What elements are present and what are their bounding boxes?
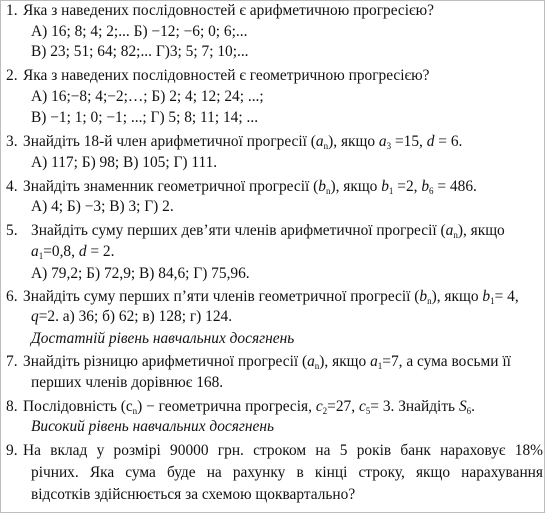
question-3-option-line: А) 117; Б) 98; В) 105; Г) 111. (31, 154, 218, 171)
question-6-options: =2. а) 36; б) 62; в) 128; г) 124. (38, 308, 233, 325)
question-1-option-line: В) 23; 51; 64; 82;... Г)3; 5; 7; 10;... (31, 43, 249, 60)
math-variable: b (421, 178, 430, 195)
question-number: 3. (6, 133, 18, 150)
math-subscript: 6 (466, 406, 472, 416)
math-variable: b (318, 178, 326, 195)
math-subscript: 2 (322, 406, 328, 416)
question-text: Знайдіть знаменник геометричної прогресії ( (23, 178, 319, 195)
math-variable: c (315, 398, 323, 415)
condition-value: = 4, (494, 288, 519, 305)
math-variable: a (307, 353, 315, 370)
math-subscript: n (132, 406, 138, 416)
question-text: ), якщо (319, 353, 371, 370)
question-5-text-line-2 (31, 243, 114, 261)
math-subscript: 1 (377, 361, 383, 371)
math-subscript: 1 (388, 186, 394, 196)
math-variable: b (381, 178, 389, 195)
question-number: 8. (6, 398, 18, 415)
condition-value: =7, а сума восьми її (382, 353, 511, 370)
math-subscript: n (325, 186, 331, 196)
question-5-text (31, 222, 505, 240)
question-9-text-line-3: відсотків здійснюється за схемою щоквартально? (31, 486, 356, 503)
question-text: ), якщо (431, 288, 483, 305)
question-5-option-line: А) 79,2; Б) 72,9; В) 84,6; Г) 75,96. (31, 265, 250, 282)
math-subscript: 6 (429, 186, 434, 196)
question-3-text (23, 133, 462, 151)
question-text: Знайдіть суму перших дев’яти членів арифметичної прогресії ( (31, 222, 446, 239)
question-2-option-line: В) −1; 1; 0; −1; ...; Г) 5; 8; 11; 14; ... (31, 109, 259, 126)
math-variable: d (78, 243, 87, 260)
condition-value: =27, (327, 398, 359, 415)
condition-value: =0,8, (43, 243, 79, 260)
question-number: 4. (6, 178, 18, 195)
question-text: Знайдіть різницю арифметичної прогресії ( (23, 353, 308, 370)
question-6-text-line-2 (31, 308, 232, 326)
question-1-text: Яка з наведених послідовностей є арифметичною прогресією? (23, 2, 434, 19)
question-text: ) − геометрична прогресія, (137, 398, 316, 415)
math-subscript: 3 (386, 141, 392, 151)
question-1-option-line: А) 16; 8; 4; 2;... Б) −12; −6; 0; 6;... (31, 23, 248, 40)
math-subscript: 1 (38, 251, 44, 261)
math-variable: a (378, 133, 387, 150)
math-subscript: n (323, 141, 329, 151)
math-variable: a (370, 353, 378, 370)
condition-value: = 2. (86, 243, 115, 260)
math-variable: q (31, 308, 39, 325)
question-number: 5. (6, 222, 18, 239)
math-variable: b (419, 288, 428, 305)
question-7-text-line-2: перших членів дорівнює 168. (31, 374, 224, 391)
question-number: 6. (6, 288, 18, 305)
question-number: 2. (6, 67, 18, 84)
question-6-text (23, 288, 519, 306)
question-8-text (23, 398, 475, 416)
question-9-text-line-2: річних. Яка сума буде на рахунку в кінці строку, якщо нарахування (31, 464, 543, 481)
question-number: 7. (6, 353, 18, 370)
math-subscript: n (453, 230, 458, 240)
question-2-text: Яка з наведених послідовностей є геометричною прогресією? (23, 67, 430, 84)
math-variable: a (315, 133, 324, 150)
condition-value: = 486. (433, 178, 477, 195)
question-text: Знайдіть 18-й член арифметичної прогресії ( (23, 133, 316, 150)
condition-value: =15, (391, 133, 427, 150)
question-text: ), якщо (457, 222, 505, 239)
math-subscript: n (314, 361, 320, 371)
math-subscript: 1 (490, 296, 495, 306)
question-2-option-line: А) 16;−8; 4;−2;…; Б) 2; 4; 12; 24; ...; (31, 88, 264, 105)
math-subscript: n (427, 296, 432, 306)
question-4-text (23, 178, 477, 196)
question-4-option-line: А) 4; Б) −3; В) 3; Г) 2. (31, 198, 174, 215)
question-9-text: На вклад у розмірі 90000 грн. строком на 5 років банк нараховує 18% (23, 442, 543, 459)
condition-value: . (471, 398, 475, 415)
math-variable: c (358, 398, 366, 415)
math-variable: a (31, 243, 39, 260)
condition-value: = 6. (434, 133, 463, 150)
level-note-high: Високий рівень навчальних досягнень (31, 418, 274, 435)
math-variable: d (426, 133, 435, 150)
question-7-text (23, 353, 511, 371)
condition-value: =2, (393, 178, 422, 195)
question-text: Знайдіть суму перших п’яти членів геометричної прогресії ( (23, 288, 420, 305)
math-variable: a (445, 222, 454, 239)
math-subscript: 5 (365, 406, 371, 416)
question-text: ), якщо (330, 178, 382, 195)
math-variable: S (458, 398, 467, 415)
level-note-sufficient: Достатній рівень навчальних досягнень (31, 330, 295, 347)
question-number: 9. (6, 442, 18, 459)
question-text: Послідовність (c (23, 398, 133, 415)
condition-value: = 3. Знайдіть (370, 398, 459, 415)
question-text: ), якщо (328, 133, 379, 150)
question-number: 1. (6, 2, 18, 19)
math-variable: b (482, 288, 491, 305)
